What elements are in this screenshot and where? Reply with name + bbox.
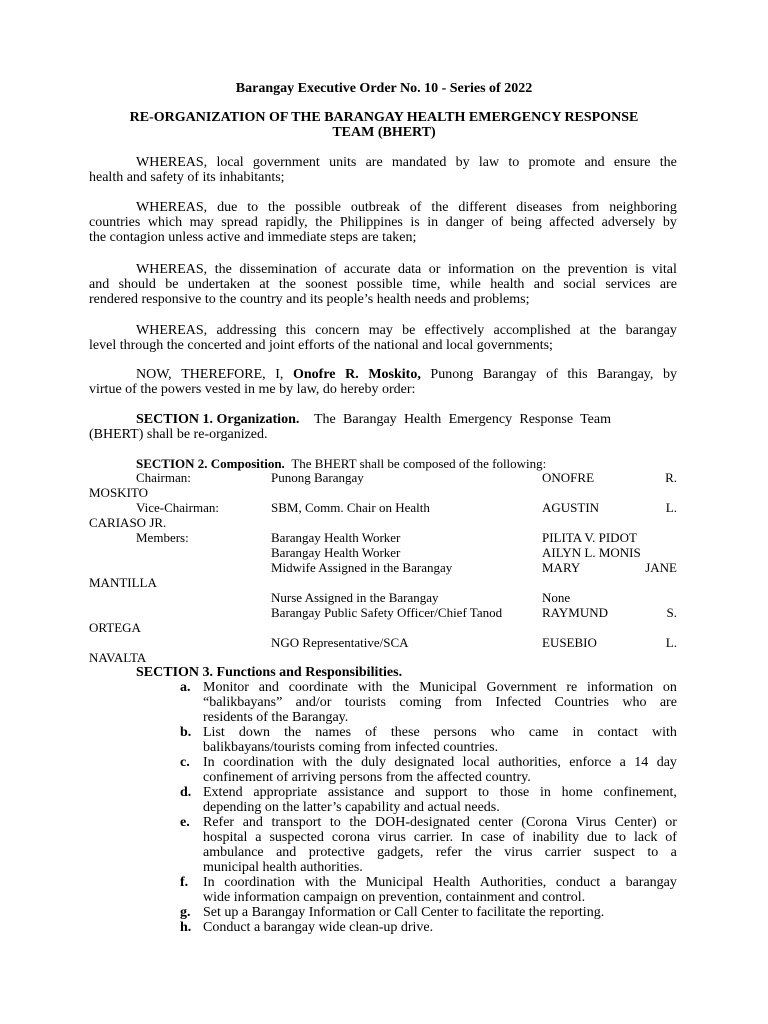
order-subtitle-2: TEAM (BHERT) bbox=[332, 125, 436, 140]
item-text-line: Extend appropriate assistance and support to those in home confinement, bbox=[203, 785, 677, 800]
composition-position: Nurse Assigned in the Barangay bbox=[271, 590, 439, 605]
item-text-line: depending on the latter’s capability and actual needs. bbox=[203, 800, 500, 815]
composition-name-suffix: S. bbox=[666, 605, 677, 620]
item-letter: f. bbox=[180, 875, 189, 890]
composition-row bbox=[0, 530, 768, 545]
composition-name-suffix: JANE bbox=[645, 560, 677, 575]
section-3-heading: SECTION 3. Functions and Responsibilities. bbox=[136, 665, 403, 680]
composition-name: ONOFRE bbox=[542, 470, 595, 485]
item-text-line: ambulance and protective gadgets, refer the virus carrier suspect to a bbox=[203, 845, 677, 860]
item-text-line: municipal health authorities. bbox=[203, 860, 363, 875]
item-letter: e. bbox=[180, 815, 190, 830]
whereas-line: health and safety of its inhabitants; bbox=[89, 170, 285, 185]
section-1-heading: SECTION 1. Organization. bbox=[136, 412, 300, 427]
section-2-line: SECTION 2. Composition. The BHERT shall be composed of the following: bbox=[136, 456, 547, 471]
item-text-line: confinement of arriving persons from the affected country. bbox=[203, 770, 531, 785]
composition-name-suffix: R. bbox=[665, 470, 677, 485]
composition-position: Barangay Health Worker bbox=[271, 530, 401, 545]
composition-name: AILYN L. MONIS bbox=[542, 545, 641, 560]
item-letter: c. bbox=[180, 755, 190, 770]
composition-role: Vice-Chairman: bbox=[136, 500, 219, 515]
composition-position: Barangay Public Safety Officer/Chief Tanod bbox=[271, 605, 503, 620]
page-title: Barangay Executive Order No. 10 - Series of 2022 bbox=[235, 81, 533, 96]
therefore-line: virtue of the powers vested in me by law, do hereby order: bbox=[89, 382, 416, 397]
composition-name: None bbox=[542, 590, 571, 605]
item-text-line: Refer and transport to the DOH-designated center (Corona Virus Center) or bbox=[203, 815, 677, 830]
composition-row bbox=[0, 635, 768, 650]
composition-row bbox=[0, 590, 768, 605]
item-text-line: Conduct a barangay wide clean-up drive. bbox=[203, 920, 434, 935]
item-letter: d. bbox=[180, 785, 192, 800]
composition-name: AGUSTIN bbox=[542, 500, 600, 515]
composition-row bbox=[0, 545, 768, 560]
composition-row bbox=[0, 500, 768, 515]
whereas-line: the contagion unless active and immediate steps are taken; bbox=[89, 230, 417, 245]
item-text-line: List down the names of these persons who came in contact with bbox=[203, 725, 677, 740]
item-letter: h. bbox=[180, 920, 192, 935]
composition-name: MARY bbox=[542, 560, 581, 575]
composition-name-suffix: L. bbox=[665, 635, 677, 650]
composition-name-wrap: MANTILLA bbox=[89, 575, 157, 590]
order-subtitle: RE-ORGANIZATION OF THE BARANGAY HEALTH EMERGENCY RESPONSE bbox=[129, 110, 639, 125]
section-2-heading: SECTION 2. Composition. bbox=[136, 456, 285, 471]
composition-position: NGO Representative/SCA bbox=[271, 635, 409, 650]
composition-name: PILITA V. PIDOT bbox=[542, 530, 637, 545]
section-1-line: (BHERT) shall be re-organized. bbox=[89, 427, 268, 442]
whereas-line: countries which may spread rapidly, the Philippines is in danger of being affected adversely by bbox=[89, 215, 677, 230]
item-letter: a. bbox=[180, 680, 191, 695]
whereas-line: WHEREAS, due to the possible outbreak of the different diseases from neighboring bbox=[136, 200, 677, 215]
whereas-line: rendered responsive to the country and its people’s health needs and problems; bbox=[89, 292, 530, 307]
composition-position: Barangay Health Worker bbox=[271, 545, 401, 560]
item-text-line: wide information campaign on prevention, containment and control. bbox=[203, 890, 586, 905]
item-text-line: In coordination with the Municipal Health Authorities, conduct a barangay bbox=[203, 875, 677, 890]
composition-position: SBM, Comm. Chair on Health bbox=[271, 500, 430, 515]
composition-row bbox=[0, 560, 768, 575]
whereas-line: WHEREAS, addressing this concern may be effectively accomplished at the barangay bbox=[136, 323, 677, 338]
item-text-line: balikbayans/tourists coming from infected countries. bbox=[203, 740, 499, 755]
composition-name: RAYMUND bbox=[542, 605, 608, 620]
therefore-line: NOW, THEREFORE, I, Onofre R. Moskito, Punong Barangay of this Barangay, by bbox=[136, 367, 677, 382]
composition-name-wrap: NAVALTA bbox=[89, 650, 147, 665]
item-text-line: residents of the Barangay. bbox=[203, 710, 349, 725]
item-letter: b. bbox=[180, 725, 192, 740]
composition-name-suffix: L. bbox=[665, 500, 677, 515]
item-text-line: Monitor and coordinate with the Municipal Government re information on bbox=[203, 680, 677, 695]
composition-row bbox=[0, 605, 768, 620]
composition-position: Punong Barangay bbox=[271, 470, 364, 485]
whereas-line: and should be undertaken at the soonest possible time, while health and social services are bbox=[89, 277, 677, 292]
composition-name-wrap: ORTEGA bbox=[89, 620, 141, 635]
composition-position: Midwife Assigned in the Barangay bbox=[271, 560, 453, 575]
composition-role: Members: bbox=[136, 530, 189, 545]
item-text-line: “balikbayans” and/or tourists coming from Infected Countries who are bbox=[203, 695, 677, 710]
composition-name-wrap: CARIASO JR. bbox=[89, 515, 167, 530]
composition-name: EUSEBIO bbox=[542, 635, 597, 650]
item-text-line: In coordination with the duly designated local authorities, enforce a 14 day bbox=[203, 755, 677, 770]
item-text-line: hospital a suspected corona virus carrier. In case of inability due to lack of bbox=[203, 830, 677, 845]
composition-role: Chairman: bbox=[136, 470, 191, 485]
whereas-line: level through the concerted and joint efforts of the national and local governments; bbox=[89, 338, 553, 353]
composition-row bbox=[0, 470, 768, 485]
item-letter: g. bbox=[180, 905, 191, 920]
whereas-line: WHEREAS, local government units are mandated by law to promote and ensure the bbox=[136, 155, 677, 170]
section-1-line: SECTION 1. Organization. The Barangay Health Emergency Response Team bbox=[136, 412, 611, 427]
composition-name-wrap: MOSKITO bbox=[89, 485, 148, 500]
item-text-line: Set up a Barangay Information or Call Center to facilitate the reporting. bbox=[203, 905, 605, 920]
whereas-line: WHEREAS, the dissemination of accurate data or information on the prevention is vital bbox=[136, 262, 677, 277]
